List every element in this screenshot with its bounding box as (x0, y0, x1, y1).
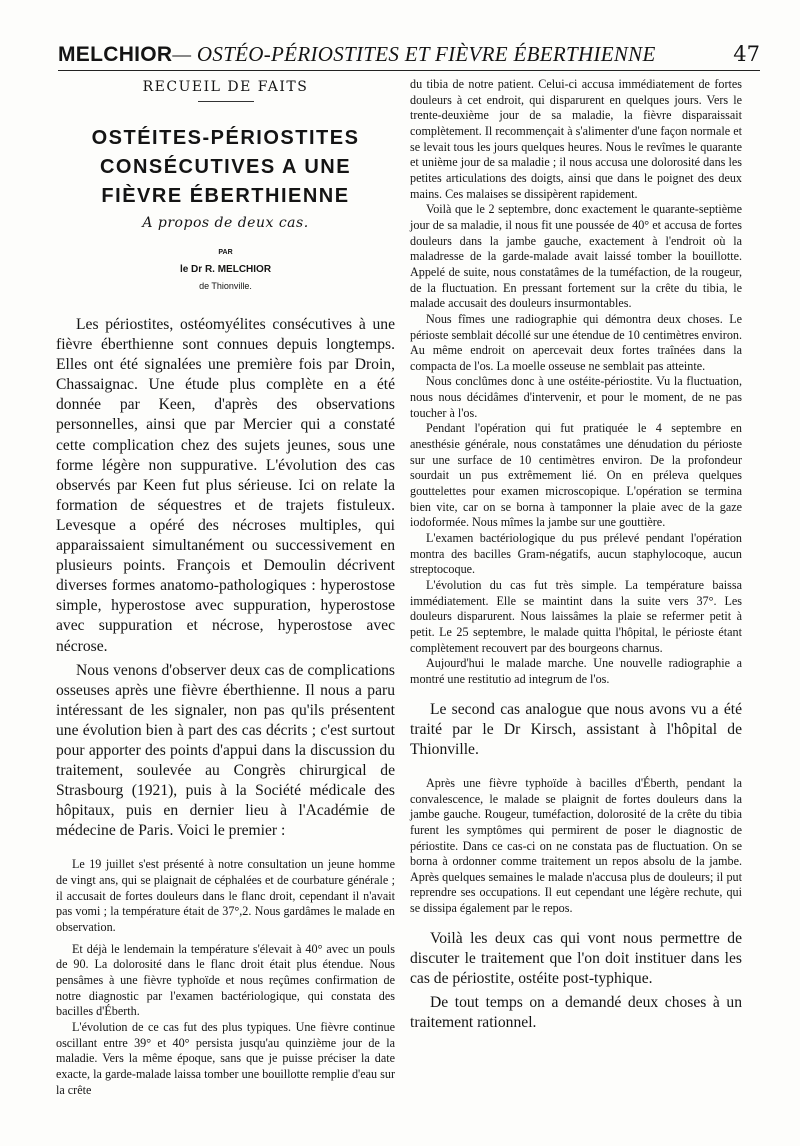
case-paragraph: Pendant l'opération qui fut pratiquée le 4 septembre en anesthésie générale, nous constatâmes une dénudation du périoste sur une surface de 10 centimètres environ. De la profondeur sourdait un pus extrêmement lié. On en préleva quelques gouttelettes pour examen microscopique. L'opération se termina bien vite, car on se borna à tamponner la plaie avec de la gaze iodoformée. Nous mîmes la jambe sur une gouttière. (410, 421, 742, 530)
article-title (56, 124, 395, 211)
right-column (410, 77, 742, 1033)
title-line: OSTÉITES-PÉRIOSTITES (91, 127, 360, 149)
case-paragraph: du tibia de notre patient. Celui-ci accusa immédiatement de fortes douleurs à cet endroit, qui disparurent en quelques jours. Vers le trente-deuxième jour de sa maladie, la fièvre disparaissait complètement. Il recommençait à s'alimenter d'une façon normale et se levait tous les jours quelques heures. Nous le revîmes le quarante et unième jour de sa maladie ; il nous accusa une dolorosité dans les petites articulations des doigts, ainsi que dans le poignet des deux mains. Ces malaises se dissipèrent rapidement. (410, 77, 742, 201)
section-divider (198, 101, 254, 102)
header-author: MELCHIOR (58, 43, 173, 66)
body-paragraph: Voilà les deux cas qui vont nous permettre de discuter le traitement que l'on doit instituer dans les cas de périostite, ostéite post-typhique. (410, 929, 742, 987)
case-paragraph: L'examen bactériologique du pus prélevé pendant l'opération montra des bacilles Gram-négatifs, aucun staphylocoque, aucun streptocoque. (410, 531, 742, 577)
running-title (58, 42, 656, 67)
case-paragraph: Et déjà le lendemain la température s'élevait à 40° avec un pouls de 90. La dolorosité dans le flanc droit était plus étendue. Nous pensâmes à une fièvre typhoïde et nous reçûmes confirmation de notre diagnostic par l'examen bactériologique, qui constata des bacilles d'Éberth. (56, 941, 395, 1019)
case-paragraph: Aujourd'hui le malade marche. Une nouvelle radiographie a montré une restitutio ad integrum de l'os. (410, 656, 742, 686)
title-line: CONSÉCUTIVES A UNE (99, 156, 352, 178)
body-paragraph: Nous venons d'observer deux cas de complications osseuses après une fièvre éberthienne. Il nous a paru intéressant de les signaler, non pas qu'ils présentent une évolution bien à part des cas décrits ; c'est surtout pour apporter des points d'appui dans la discussion du traitement, soulevée au Congrès chirurgical de Strasbourg (1921), puis à la Société médicale des hôpitaux, puis en dernier lieu à l'Académie de médecine de Paris. Voici le premier : (56, 661, 395, 840)
case-paragraph: L'évolution du cas fut très simple. La température baissa immédiatement. Elle se maintint dans la suite vers 37°. Les douleurs disparurent. Nous laissâmes la plaie se refermer petit à petit. Le 25 septembre, le malade quitta l'hôpital, le périoste étant complètement recouvert par des bourgeons charnus. (410, 578, 742, 655)
body-paragraph: Le second cas analogue que nous avons vu a été traité par le Dr Kirsch, assistant à l'hôpital de Thionville. (410, 700, 742, 758)
running-header (58, 40, 760, 71)
body-paragraph: De tout temps on a demandé deux choses à un traitement rationnel. (410, 994, 742, 1032)
header-title: — OSTÉO-PÉRIOSTITES ET FIÈVRE ÉBERTHIENNE (172, 42, 656, 66)
author-name: le Dr R. MELCHIOR (179, 264, 272, 275)
page-number: 47 (733, 42, 760, 66)
section-label: RECUEIL DE FAITS (142, 79, 309, 95)
author-affiliation: de Thionville. (199, 281, 252, 291)
case-paragraph: Voilà que le 2 septembre, donc exactement le quarante-septième jour de sa maladie, il nous fit une poussée de 40° et accusa de fortes douleurs dans la jambe gauche, exactement à l'endroit où la maladresse de la garde-malade avait laissé tomber la bouillotte. Appelé de suite, nous constatâmes de la tuméfaction, de la rougeur, de la fluctuation. En pressant fortement sur la crête du tibia, le malade accusait des douleurs insurmontables. (410, 202, 742, 311)
byline-par: PAR (218, 249, 233, 256)
left-column (56, 77, 395, 1098)
case-paragraph: Nous fîmes une radiographie qui démontra deux choses. Le périoste semblait décollé sur une étendue de 10 centimètres environ. Au même endroit on apercevait deux fortes traînées dans la compacta de l'os. La moelle osseuse ne semblait pas atteinte. (410, 311, 742, 373)
article-subtitle: A propos de deux cas. (142, 215, 309, 231)
body-paragraph: Les périostites, ostéomyélites consécutives à une fièvre éberthienne sont connues depuis longtemps. Elles ont été signalées une première fois par Droin, Chassaignac. Une étude plus complète en a été donnée par Keen, d'après des observations personnelles, ainsi que par Mercier qui a constaté cette complication chez des sujets jeunes, sous une forme légère non suppurative. L'évolution des cas observés par Keen fut plus sérieuse. Ici on relate la formation de séquestres et de trajets fistuleux. Levesque a opéré des nécroses multiples, qui apparaissaient simultanément ou successivement en plusieurs points. François et Demoulin décrivent diverses formes anatomo-pathologiques : hyperostose simple, hyperostose avec suppuration, hyperostose avec suppuration et nécrose, hyperostose avec nécrose. (56, 316, 395, 655)
title-line: FIÈVRE ÉBERTHIENNE (101, 185, 350, 207)
case-paragraph: Après une fièvre typhoïde à bacilles d'Éberth, pendant la convalescence, le malade se plaignit de fortes douleurs dans la jambe gauche. Rougeur, tuméfaction, dolorosité de la crête du tibia furent les symptômes qui permirent de poser le diagnostic de périostite. Dans ce cas-ci on ne constata pas de fluctuation. On se borna à ordonner comme traitement un repos absolu de la jambe. Après quelques semaines le malade n'accusa plus de douleurs; il put reprendre ses occupations. Il eut cependant une légère rechute, qui se dissipa également par le repos. (410, 775, 742, 916)
case-paragraph: Nous conclûmes donc à une ostéite-périostite. Vu la fluctuation, nous nous décidâmes d'intervenir, et pour le moment, de ne pas toucher à l'os. (410, 374, 742, 420)
case-paragraph: L'évolution de ce cas fut des plus typiques. Une fièvre continue oscillant entre 39° et 40° persista jusqu'au quinzième jour de la maladie. Vers la même époque, sans que je puisse préciser la date exacte, la garde-malade laissa tomber une bouillotte remplie d'eau sur la crête (56, 1020, 395, 1097)
case-paragraph: Le 19 juillet s'est présenté à notre consultation un jeune homme de vingt ans, qui se plaignait de céphalées et de courbature générale ; il accusait de fortes douleurs dans le flanc droit, cependant il n'avait pas vomi ; la température était de 37°,2. Nous gardâmes le malade en observation. (56, 857, 395, 935)
